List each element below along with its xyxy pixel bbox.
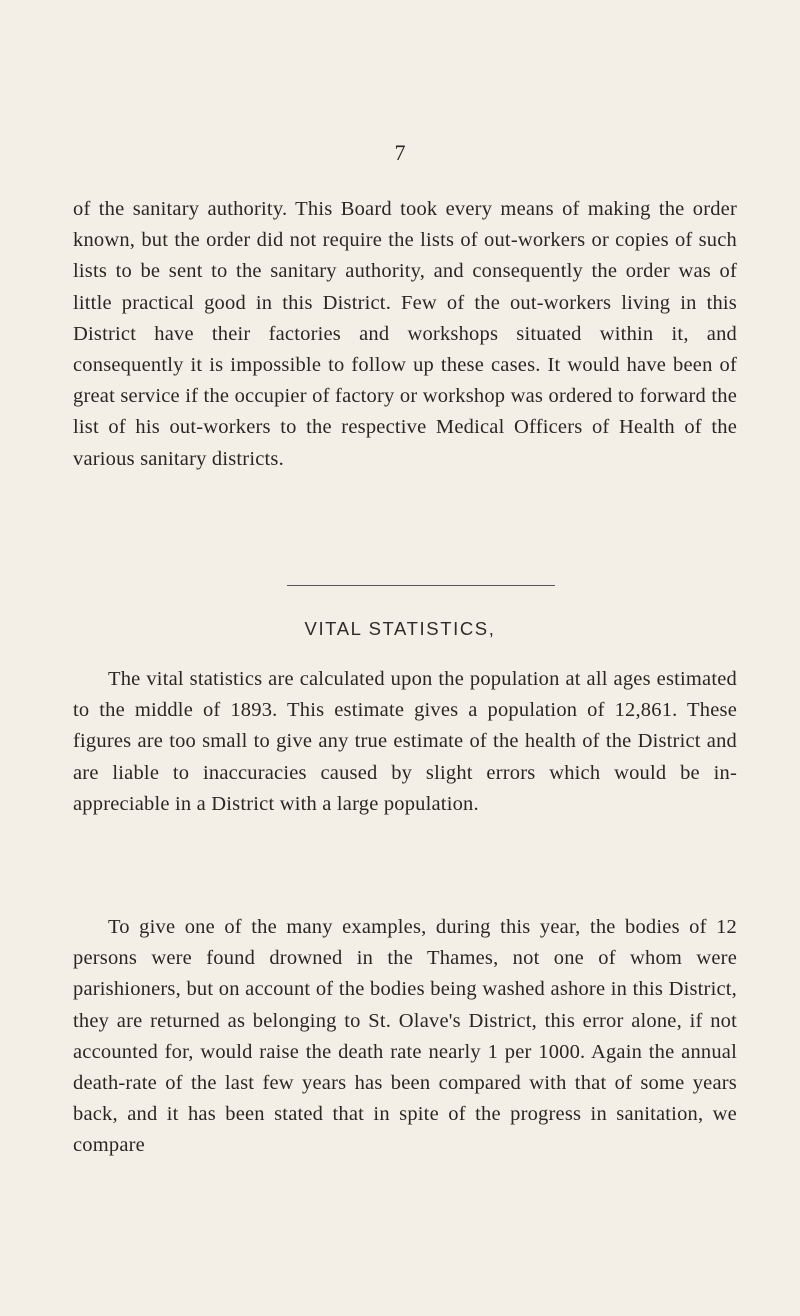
paragraph-text: of the sanitary authority. This Board took every means of making the order known, but the order did not require the lists of out-workers or copies of such lists to be sent to the sanitary authority, and consequently the order was of little practical good in this District. Few of the out-workers living in this District have their factories and workshops situated within it, and consequently it is impossible to follow up these cases. It would have been of great service if the occupier of factory or workshop was ordered to forward the list of his out-workers to the respective Medical Officers of Health of the various sanitary districts. xyxy=(73,198,737,470)
paragraph-2 xyxy=(73,664,737,820)
section-heading: VITAL STATISTICS, xyxy=(304,618,496,639)
page-number: 7 xyxy=(394,140,406,165)
paragraph-text: To give one of the many examples, during this year, the bodies of 12 persons were found drowned in the Thames, not one of whom were parishioners, but on account of the bodies being washed ashore in this District, they are returned as belonging to St. Olave's District, this error alone, if not accounted for, would raise the death rate nearly 1 per 1000. Again the annual death-rate of the last few years has been compared with that of some years back, and it has been stated that in spite of the progress in sanitation, we compare xyxy=(73,916,737,1157)
paragraph-1 xyxy=(73,194,737,475)
paragraph-text: The vital statistics are calculated upon the population at all ages estimated to the middle of 1893. This estimate gives a population of 12,861. These figures are too small to give any true estimate of the health of the District and are liable to inaccuracies caused by slight errors which would be in- appreciable in a District with a large population. xyxy=(73,668,737,815)
paragraph-3 xyxy=(73,912,737,1162)
section-divider xyxy=(287,585,555,586)
